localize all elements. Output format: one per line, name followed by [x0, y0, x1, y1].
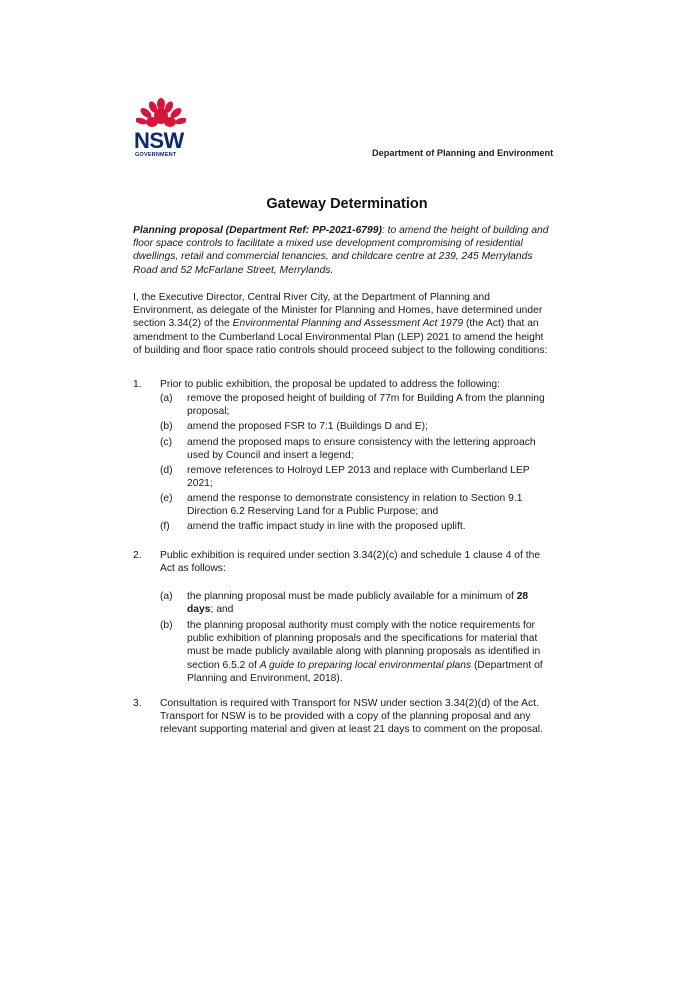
minimum-days: 28 days [187, 591, 529, 616]
condition-number: 1. [133, 379, 142, 390]
subcondition-text: remove references to Holroyd LEP 2013 and replace with Cumberland LEP 2021; [187, 465, 530, 490]
subcondition-text: amend the response to demonstrate consistency in relation to Section 9.1 Direction 6.2 Reserving Land for a Public Purpose; and [187, 493, 523, 518]
subcondition-text-part: ; and [210, 604, 234, 616]
condition-text: Prior to public exhibition, the proposal be updated to address the following: [160, 379, 501, 390]
proposal-text: : to amend the height of building and floor space controls to facilitate a mixed use development compromising of residential dwellings, retail and commercial tenancies, and childcare centre at 239, 245 Merrylands Road and 52 McFarlane Street, Merrylands. [133, 225, 549, 276]
subcondition-letter: (f) [160, 521, 170, 532]
subcondition-text: remove the proposed height of building of 77m for Building A from the planning proposal; [187, 393, 545, 418]
subcondition-text-part: the planning proposal authority must comply with the notice requirements for public exhibition of planning proposals and the specifications for material that must be made publicly available along with planning proposals as identified in section 6.5.2 of [187, 620, 541, 671]
subcondition-text: amend the traffic impact study in line with the proposed uplift. [187, 521, 466, 532]
subcondition-letter: (e) [160, 493, 173, 504]
subcondition-text [187, 590, 553, 616]
page-title: Gateway Determination [266, 196, 428, 212]
subcondition-text-part: the planning proposal must be made publicly available for a minimum of [187, 591, 517, 602]
subcondition-letter: (b) [160, 421, 173, 432]
logo-nsw-text: NSW [134, 128, 184, 153]
condition-number: 2. [133, 550, 142, 561]
subcondition-letter: (c) [160, 437, 173, 448]
intro-part2: (the Act) that an amendment to the Cumberland Local Environmental Plan (LEP) 2021 to amend the height of building and floor space ratio controls should proceed subject to the following conditions: [133, 318, 548, 356]
subcondition-text: amend the proposed maps to ensure consistency with the lettering approach used by Council and insert a legend; [187, 437, 536, 462]
subcondition-text [187, 619, 553, 685]
waratah-icon [136, 98, 186, 132]
proposal-paragraph [133, 224, 553, 277]
subcondition-letter: (a) [160, 393, 173, 404]
subcondition-letter: (d) [160, 465, 173, 476]
proposal-label: Planning proposal (Department Ref: PP-2021-6799) [133, 225, 382, 236]
intro-paragraph [133, 291, 553, 357]
subcondition-letter: (b) [160, 620, 173, 631]
subcondition-text-part: (Department of Planning and Environment, 2018). [187, 659, 543, 684]
subcondition-text: amend the proposed FSR to 7:1 (Buildings D and E); [187, 421, 428, 432]
nsw-government-logo [132, 98, 192, 160]
condition-text: Consultation is required with Transport for NSW under section 3.34(2)(d) of the Act. Transport for NSW is to be provided with a copy of the planning proposal and any relevant supporting material and given at least 21 days to comment on the proposal. [160, 698, 543, 736]
logo-government-text: GOVERNMENT [135, 152, 177, 158]
guide-title: A guide to preparing local environmental plans [259, 659, 472, 671]
act-name: Environmental Planning and Assessment Act 1979 [232, 318, 464, 330]
condition-number: 3. [133, 698, 142, 709]
department-name: Department of Planning and Environment [372, 148, 554, 158]
intro-part1: I, the Executive Director, Central River City, at the Department of Planning and Environment, as delegate of the Minister for Planning and Homes, have determined under section 3.34(2) of the [133, 292, 543, 330]
condition-text: Public exhibition is required under section 3.34(2)(c) and schedule 1 clause 4 of the Act as follows: [160, 550, 541, 575]
subcondition-letter: (a) [160, 591, 173, 602]
